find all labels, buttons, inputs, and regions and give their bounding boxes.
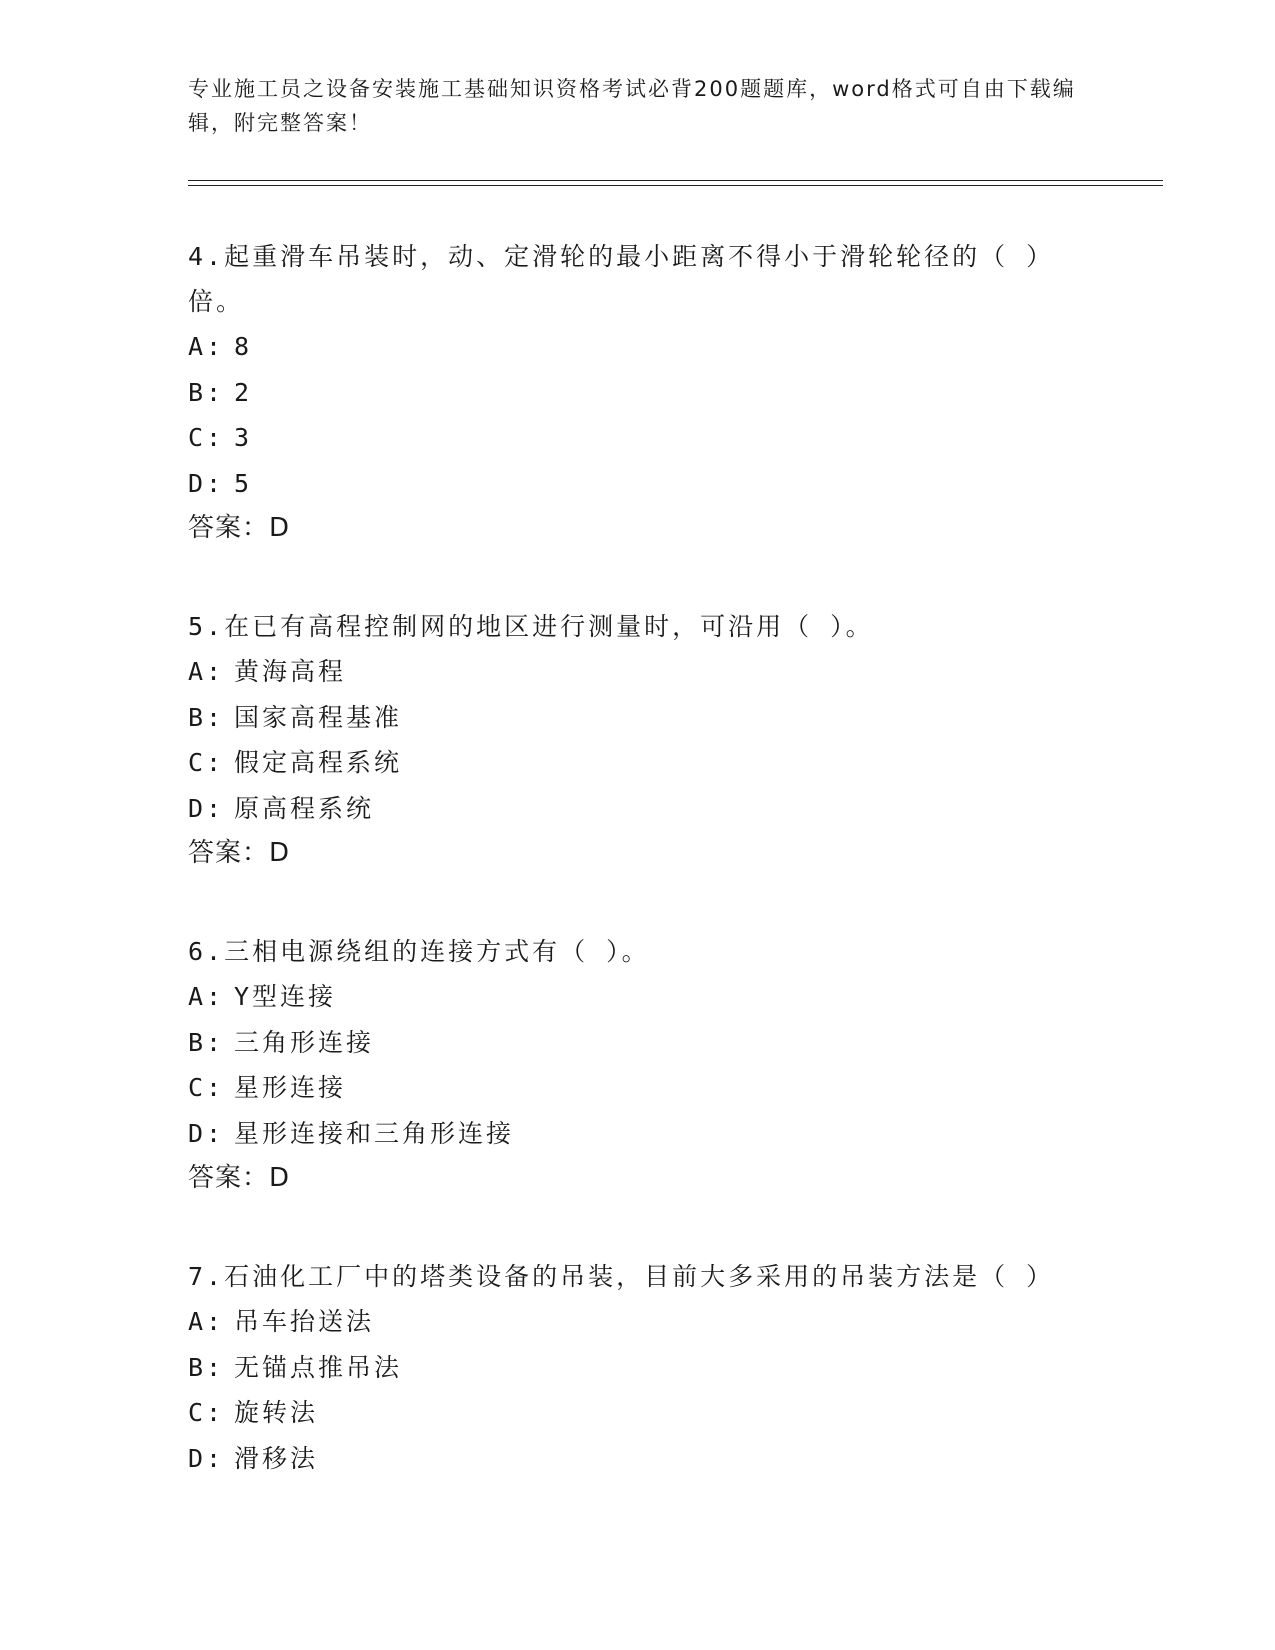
option-text: 8 (234, 332, 253, 361)
option-text: 国家高程基准 (234, 702, 403, 732)
option-a (188, 649, 1088, 695)
answer-line: 答案：D (188, 838, 291, 868)
option-text: 星形连接 (234, 1073, 347, 1102)
question-text: 6.三相电源绕组的连接方式有（ ）。 (188, 937, 650, 966)
option-key: B: (188, 702, 225, 732)
option-b (188, 1020, 1088, 1066)
option-text: 原高程系统 (234, 793, 375, 823)
option-b (188, 370, 1088, 416)
option-d (188, 786, 1088, 832)
option-key: D: (188, 468, 225, 498)
option-key: D: (188, 1443, 225, 1473)
option-key: B: (188, 1027, 225, 1057)
question-text: 4.起重滑车吊装时，动、定滑轮的最小距离不得小于滑轮轮径的（ ）倍。 (188, 242, 1055, 316)
answer-line: 答案：D (188, 1163, 291, 1193)
option-key: C: (188, 1398, 225, 1427)
option-text: 假定高程系统 (234, 748, 403, 777)
header-divider (188, 180, 1163, 186)
option-text: 5 (234, 468, 253, 498)
document-header: 专业施工员之设备安装施工基础知识资格考试必背200题题库，word格式可自由下载编辑，附完整答案！ (188, 77, 1076, 135)
option-a (188, 1299, 1088, 1345)
answer-line: 答案：D (188, 513, 291, 543)
question-list (188, 234, 1088, 1534)
option-text: 星形连接和三角形连接 (234, 1118, 515, 1148)
question-4 (188, 234, 1088, 551)
question-5 (188, 604, 1088, 876)
option-text: 三角形连接 (234, 1027, 375, 1057)
option-key: B: (188, 377, 225, 407)
option-d (188, 1111, 1088, 1157)
option-key: A: (188, 982, 225, 1011)
option-text: 无锚点推吊法 (234, 1352, 403, 1382)
option-b (188, 1345, 1088, 1391)
option-text: 2 (234, 377, 253, 407)
option-text: 3 (234, 423, 253, 452)
option-b (188, 695, 1088, 741)
option-text: 吊车抬送法 (234, 1307, 375, 1336)
option-c (188, 1065, 1088, 1111)
question-text: 7.石油化工厂中的塔类设备的吊装，目前大多采用的吊装方法是（ ） (188, 1262, 1055, 1291)
option-key: B: (188, 1352, 225, 1382)
question-7 (188, 1254, 1088, 1481)
option-d (188, 461, 1088, 507)
option-text: 旋转法 (234, 1398, 319, 1427)
option-key: D: (188, 793, 225, 823)
option-a (188, 974, 1088, 1020)
option-key: C: (188, 1073, 225, 1102)
option-text: Y型连接 (234, 982, 337, 1011)
question-text: 5.在已有高程控制网的地区进行测量时，可沿用（ ）。 (188, 612, 874, 641)
option-d (188, 1436, 1088, 1482)
option-c (188, 1390, 1088, 1436)
option-c (188, 740, 1088, 786)
option-key: C: (188, 748, 225, 777)
option-key: D: (188, 1118, 225, 1148)
option-text: 黄海高程 (234, 657, 347, 686)
option-c (188, 415, 1088, 461)
option-a (188, 324, 1088, 370)
option-key: A: (188, 657, 225, 686)
question-6 (188, 929, 1088, 1201)
option-key: A: (188, 1307, 225, 1336)
option-key: A: (188, 332, 225, 361)
option-text: 滑移法 (234, 1443, 319, 1473)
option-key: C: (188, 423, 225, 452)
